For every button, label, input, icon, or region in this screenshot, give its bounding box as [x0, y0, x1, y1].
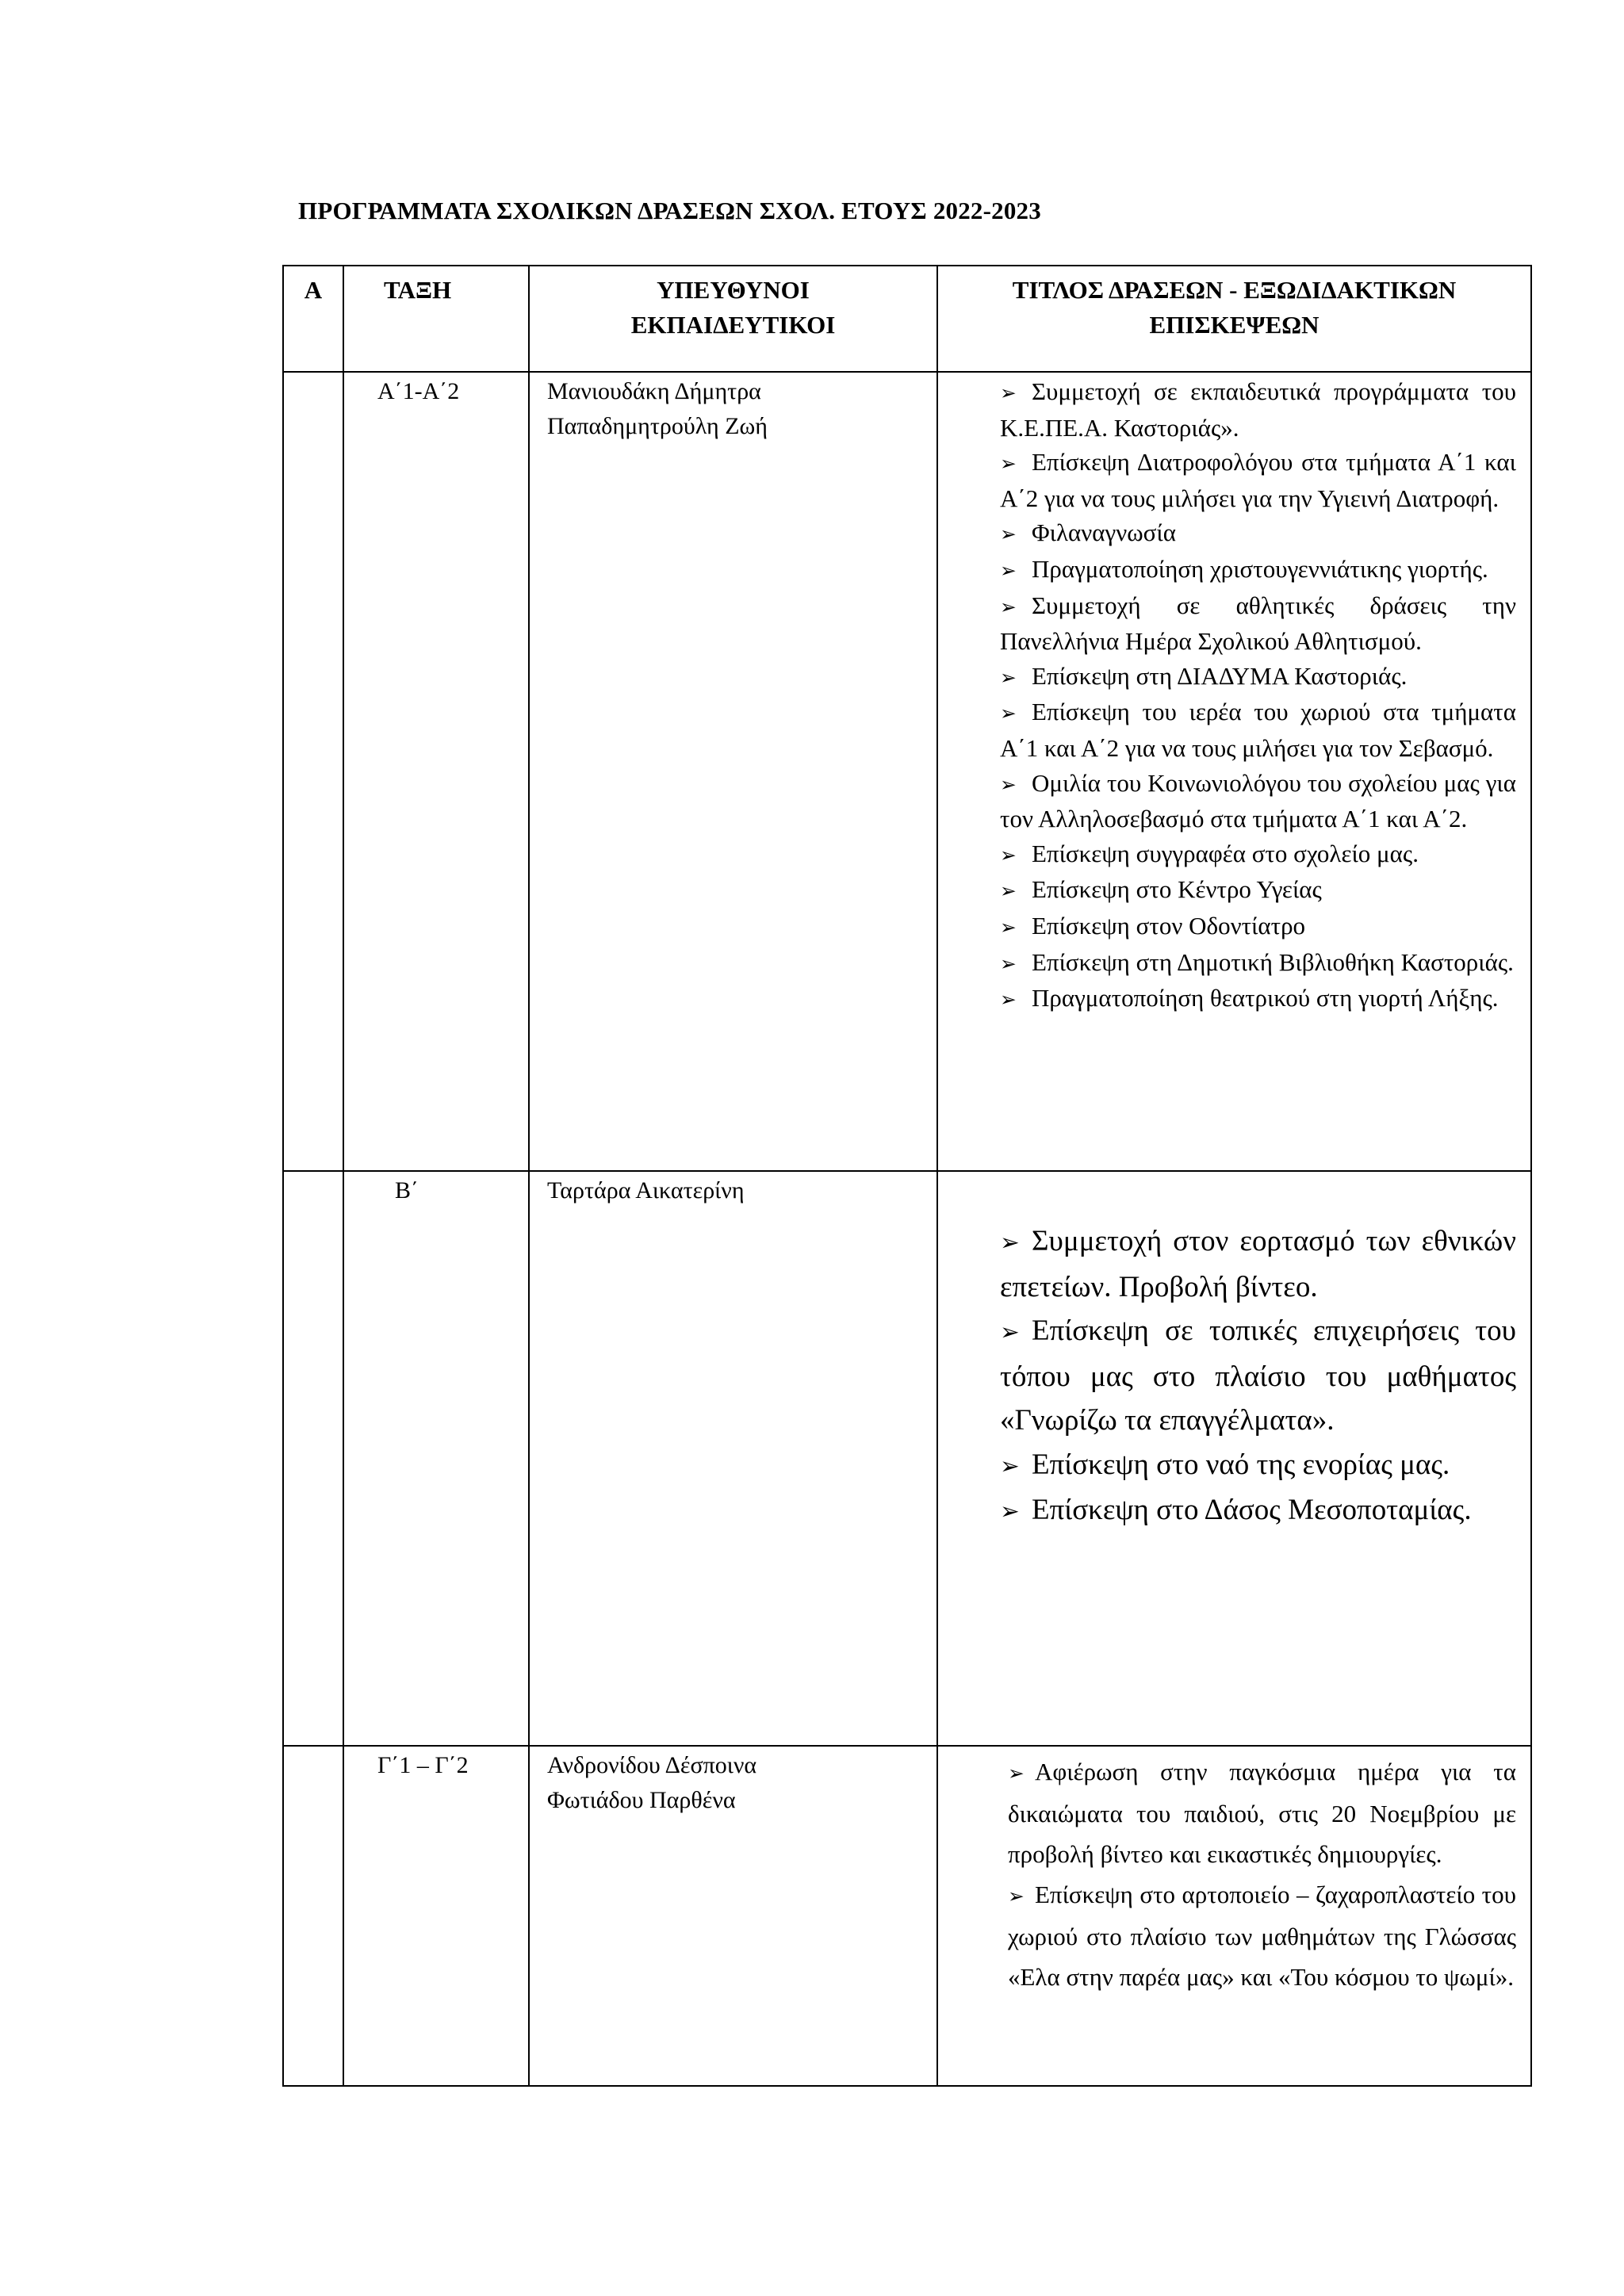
activity-item: ➢ Επίσκεψη στο Δάσος Μεσοποταμίας. [1000, 1488, 1516, 1534]
activity-item: ➢ Επίσκεψη στο Κέντρο Υγείας [1000, 872, 1516, 909]
teacher-name: Ανδρονίδου Δέσποινα [547, 1752, 757, 1778]
arrowhead-bullet-icon: ➢ [1000, 772, 1017, 796]
activity-item: ➢ Επίσκεψη Διατροφολόγου στα τμήματα Α΄1 και Α΄2 για να τους μιλήσει για την Υγιεινή Διατροφή. [1000, 448, 1516, 512]
arrowhead-bullet-icon: ➢ [1000, 988, 1017, 1012]
arrowhead-bullet-icon: ➢ [1000, 1229, 1020, 1256]
activity-item: ➢ Επίσκεψη στη Δημοτική Βιβλιοθήκη Καστοριάς. [1000, 945, 1516, 982]
table-row [283, 1171, 1531, 1746]
school-programs-table [282, 265, 1532, 2087]
header-teachers: ΥΠΕΥΘΥΝΟΙ ΕΚΠΑΙΔΕΥΤΙΚΟΙ [529, 266, 937, 372]
arrowhead-bullet-icon: ➢ [1000, 595, 1017, 618]
activity-item: ➢ Πραγματοποίηση χριστουγεννιάτικης γιορτής. [1000, 552, 1516, 588]
arrowhead-bullet-icon: ➢ [1000, 558, 1017, 582]
arrowhead-bullet-icon: ➢ [1008, 1762, 1025, 1785]
teachers-cell [529, 1746, 937, 2086]
activity-item: ➢ Πραγματοποίηση θεατρικού στη γιορτή Λήξης. [1000, 981, 1516, 1017]
teachers-cell [529, 1171, 937, 1746]
activity-item: ➢ Επίσκεψη συγγραφέα στο σχολείο μας. [1000, 836, 1516, 873]
teacher-name: Παπαδημητρούλη Ζωή [547, 413, 768, 439]
arrowhead-bullet-icon: ➢ [1008, 1885, 1025, 1908]
arrowhead-bullet-icon: ➢ [1000, 1452, 1020, 1479]
activity-item: ➢ Επίσκεψη σε τοπικές επιχειρήσεις του τόπου μας στο πλαίσιο του μαθήματος «Γνωρίζω τα επαγγέλματα». [1000, 1309, 1516, 1443]
activity-item: ➢ Επίσκεψη στο αρτοποιείο – ζαχαροπλαστείο του χωριού στο πλαίσιο των μαθημάτων της Γλώσσας «Ελα στην παρέα μας» και «Του κόσμου το ψωμί». [1008, 1874, 1516, 1997]
class-cell: Α΄1-Α΄2 [343, 372, 529, 1171]
row-a-cell [283, 372, 343, 1171]
teacher-name: Μανιουδάκη Δήμητρα [547, 378, 761, 404]
activity-item: ➢ Συμμετοχή σε αθλητικές δράσεις την Πανελλήνια Ημέρα Σχολικού Αθλητισμού. [1000, 591, 1516, 656]
arrowhead-bullet-icon: ➢ [1000, 522, 1017, 546]
activities-cell [937, 1171, 1531, 1746]
arrowhead-bullet-icon: ➢ [1000, 879, 1017, 903]
arrowhead-bullet-icon: ➢ [1000, 702, 1017, 725]
activity-item: ➢ Συμμετοχή σε εκπαιδευτικά προγράμματα του Κ.Ε.ΠΕ.Α. Καστοριάς». [1000, 377, 1516, 442]
header-a: Α [283, 266, 343, 372]
activity-item: ➢ Επίσκεψη στον Οδοντίατρο [1000, 909, 1516, 945]
teacher-name: Φωτιάδου Παρθένα [547, 1787, 736, 1813]
arrowhead-bullet-icon: ➢ [1000, 915, 1017, 939]
activity-item: ➢ Επίσκεψη στη ΔΙΑΔΥΜΑ Καστοριάς. [1000, 659, 1516, 695]
arrowhead-bullet-icon: ➢ [1000, 665, 1017, 689]
teachers-cell [529, 372, 937, 1171]
class-cell: Γ΄1 – Γ΄2 [343, 1746, 529, 2086]
table-row [283, 1746, 1531, 2086]
row-a-cell [283, 1746, 343, 2086]
activity-item: ➢ Ομιλία του Κοινωνιολόγου του σχολείου μας για τον Αλληλοσεβασμό στα τμήματα Α΄1 και Α΄2. [1000, 768, 1516, 833]
activity-item: ➢ Επίσκεψη στο ναό της ενορίας μας. [1000, 1443, 1516, 1489]
arrowhead-bullet-icon: ➢ [1000, 452, 1017, 476]
table-header-row [283, 266, 1531, 372]
activity-item: ➢ Επίσκεψη του ιερέα του χωριού στα τμήματα Α΄1 και Α΄2 για να τους μιλήσει για τον Σεβασμό. [1000, 698, 1516, 762]
activity-item: ➢ Αφιέρωση στην παγκόσμια ημέρα για τα δικαιώματα του παιδιού, στις 20 Νοεμβρίου με προβολή βίντεο και εικαστικές δημιουργίες. [1008, 1751, 1516, 1874]
header-class: ΤΑΞΗ [343, 266, 529, 372]
arrowhead-bullet-icon: ➢ [1000, 381, 1017, 404]
activities-cell [937, 372, 1531, 1171]
class-cell: Β΄ [343, 1171, 529, 1746]
teacher-name: Ταρτάρα Αικατερίνη [547, 1177, 745, 1203]
activity-item: ➢ Φιλαναγνωσία [1000, 515, 1516, 552]
table-row [283, 372, 1531, 1171]
activities-cell [937, 1746, 1531, 2086]
arrowhead-bullet-icon: ➢ [1000, 1318, 1020, 1345]
arrowhead-bullet-icon: ➢ [1000, 1498, 1020, 1525]
document-title: ΠΡΟΓΡΑΜΜΑΤΑ ΣΧΟΛΙΚΩΝ ΔΡΑΣΕΩΝ ΣΧΟΛ. ΕΤΟΥΣ 2022-2023 [298, 197, 1041, 224]
arrowhead-bullet-icon: ➢ [1000, 843, 1017, 867]
arrowhead-bullet-icon: ➢ [1000, 951, 1017, 975]
header-activities: ΤΙΤΛΟΣ ΔΡΑΣΕΩΝ - ΕΞΩΔΙΔΑΚΤΙΚΩΝ ΕΠΙΣΚΕΨΕΩΝ [937, 266, 1531, 372]
row-a-cell [283, 1171, 343, 1746]
activity-item: ➢ Συμμετοχή στον εορτασμό των εθνικών επετείων. Προβολή βίντεο. [1000, 1219, 1516, 1309]
